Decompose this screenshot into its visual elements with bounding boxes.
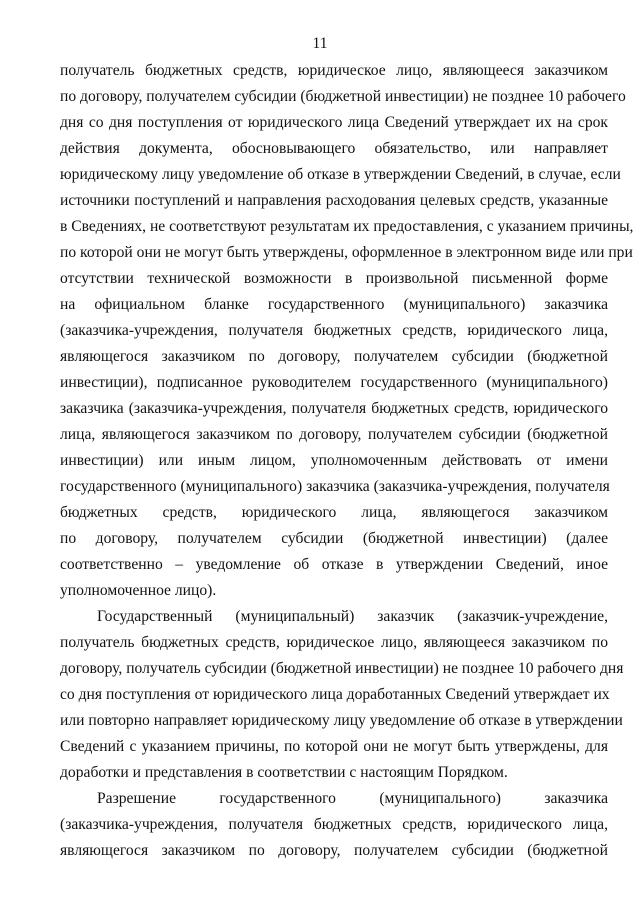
- text-line: государственного (муниципального) заказчика (заказчика-учреждения, получателя: [60, 478, 610, 495]
- text-line: договору, получатель субсидии (бюджетной инвестиции) не позднее 10 рабочего дня: [60, 660, 624, 677]
- text-line: инвестиции) или иным лицом, уполномоченным действовать от имени: [60, 452, 608, 469]
- text-line: уполномоченное лицо).: [60, 582, 217, 599]
- text-line: со дня поступления от юридического лица доработанных Сведений утверждает их: [60, 686, 610, 703]
- text-line: доработки и представления в соответствии с настоящим Порядком.: [60, 764, 508, 781]
- text-line: или повторно направляет юридическому лицу уведомление об отказе в утверждении: [60, 712, 623, 729]
- text-line: (заказчика-учреждения, получателя бюджетных средств, юридического лица,: [60, 322, 608, 339]
- text-line: в Сведениях, не соответствуют результатам их предоставления, с указанием причины,: [60, 218, 634, 235]
- text-line: на официальном бланке государственного (муниципального) заказчика: [60, 296, 608, 313]
- text-line: инвестиции), подписанное руководителем государственного (муниципального): [60, 374, 608, 391]
- text-line: лица, являющегося заказчиком по договору, получателем субсидии (бюджетной: [60, 426, 608, 443]
- text-line: дня со дня поступления от юридического лица Сведений утверждает их на срок: [60, 114, 608, 131]
- text-line: по договору, получателем субсидии (бюджетной инвестиции) (далее: [60, 530, 608, 547]
- text-line: действия документа, обосновывающего обязательство, или направляет: [60, 140, 608, 157]
- text-line: являющегося заказчиком по договору, получателем субсидии (бюджетной: [60, 842, 608, 859]
- text-line: источники поступлений и направления расходования целевых средств, указанные: [60, 192, 608, 209]
- text-line: заказчика (заказчика-учреждения, получателя бюджетных средств, юридического: [60, 400, 608, 417]
- text-line: отсутствии технической возможности в произвольной письменной форме: [60, 270, 608, 287]
- text-line: являющегося заказчиком по договору, получателем субсидии (бюджетной: [60, 348, 608, 365]
- text-line: соответственно – уведомление об отказе в утверждении Сведений, иное: [60, 556, 608, 573]
- text-line: (заказчика-учреждения, получателя бюджетных средств, юридического лица,: [60, 816, 608, 833]
- text-line: получатель бюджетных средств, юридическое лицо, являющееся заказчиком: [60, 62, 608, 79]
- text-line: получатель бюджетных средств, юридическое лицо, являющееся заказчиком по: [60, 634, 608, 651]
- text-line: по договору, получателем субсидии (бюджетной инвестиции) не позднее 10 рабочего: [60, 88, 626, 105]
- text-line: бюджетных средств, юридического лица, являющегося заказчиком: [60, 504, 608, 521]
- text-line: Сведений с указанием причины, по которой они не могут быть утверждены, для: [60, 738, 608, 755]
- text-line: юридическому лицу уведомление об отказе в утверждении Сведений, в случае, если: [60, 166, 621, 183]
- paragraph-first-line: Разрешение государственного (муниципального) заказчика: [97, 790, 608, 807]
- text-line: по которой они не могут быть утверждены, оформленное в электронном виде или при: [60, 244, 633, 261]
- page-number: 11: [312, 35, 328, 52]
- paragraph-first-line: Государственный (муниципальный) заказчик (заказчик-учреждение,: [97, 608, 608, 625]
